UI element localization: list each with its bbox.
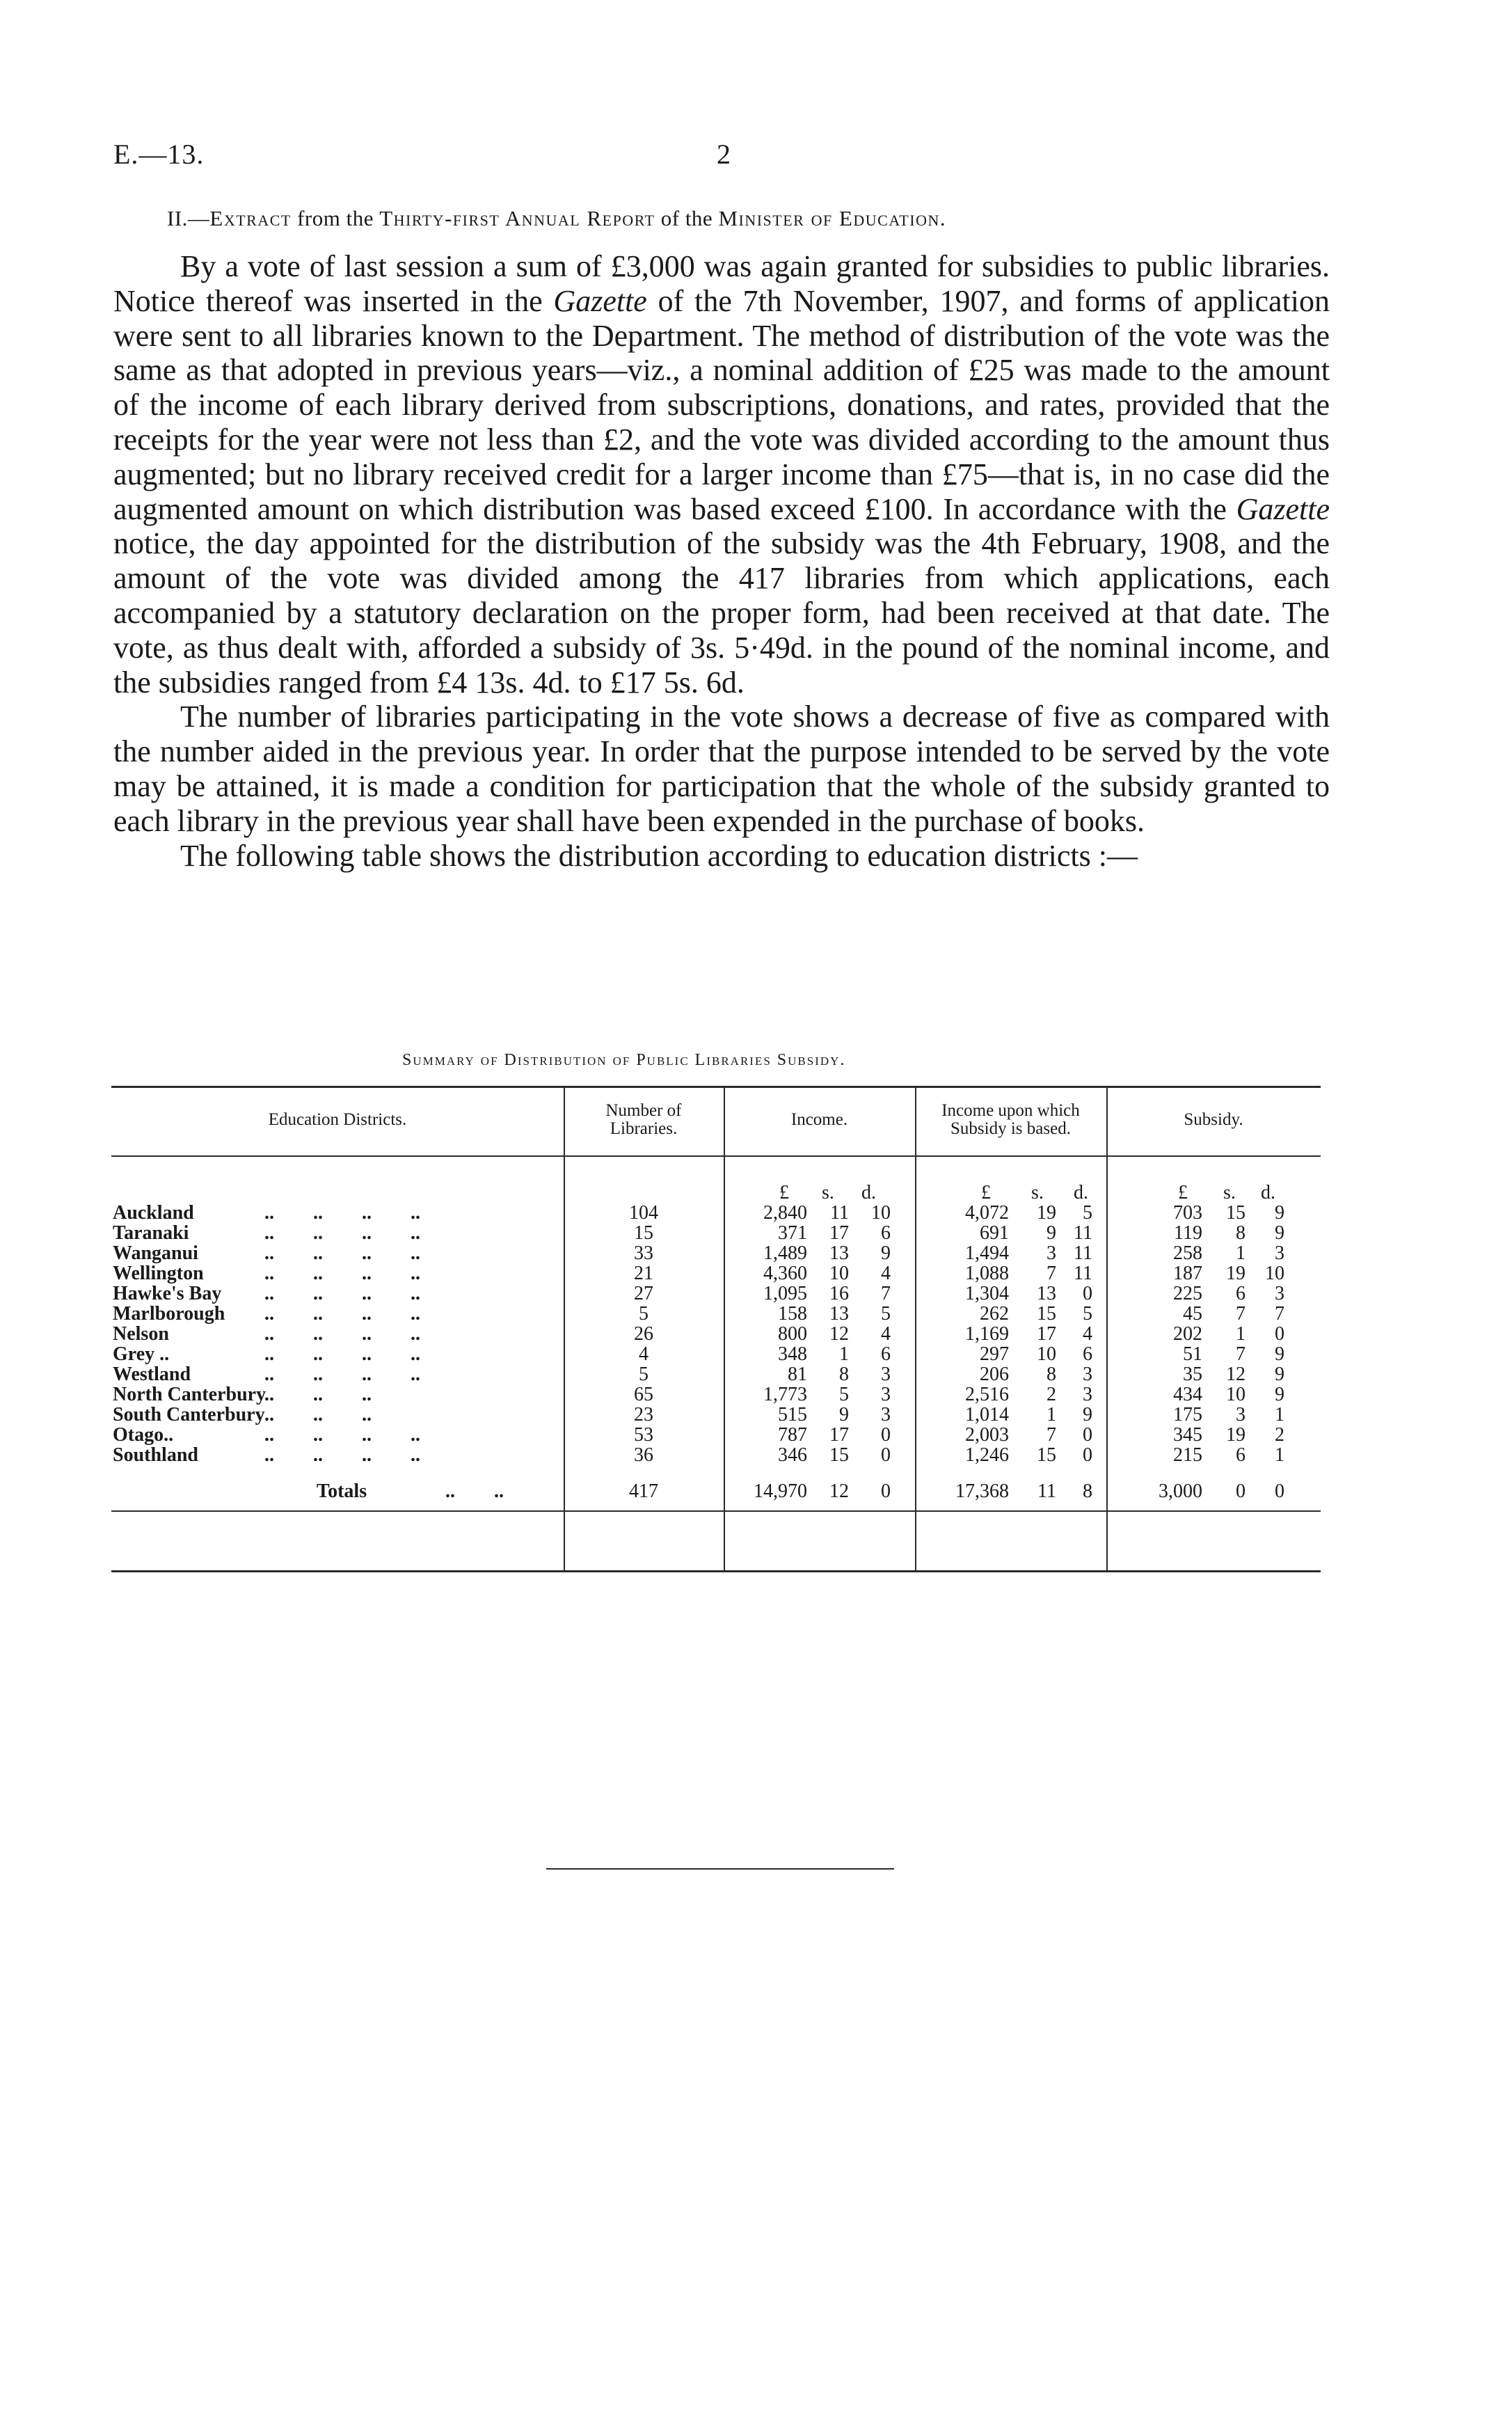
pence: 4 [881, 1263, 891, 1284]
leader-dots: .. .. .. .. [264, 1323, 420, 1345]
pounds: 2,516 [965, 1384, 1009, 1405]
shillings: 16 [829, 1283, 849, 1304]
pounds: 691 [980, 1222, 1009, 1244]
shillings: 13 [829, 1242, 849, 1264]
shillings: 12 [1226, 1364, 1246, 1385]
pence: 11 [1074, 1242, 1092, 1264]
pence: 0 [1083, 1444, 1092, 1466]
money-cell [1106, 1384, 1321, 1405]
money-cell [724, 1384, 915, 1405]
pence: 9 [1275, 1222, 1284, 1244]
shillings: 1 [839, 1343, 849, 1365]
money-cell [724, 1283, 915, 1304]
money-cell [915, 1364, 1106, 1384]
pound-unit: £ [1178, 1182, 1188, 1203]
money-cell [724, 1263, 915, 1283]
shillings: 7 [1236, 1343, 1246, 1365]
paragraph-text: By a vote of last session a sum of £3,000 was again granted for subsidies to public libraries. Notice thereof was inserted in the [113, 249, 1330, 318]
shillings: 13 [829, 1303, 849, 1325]
money-cell [915, 1263, 1106, 1283]
money-cell [1106, 1344, 1321, 1364]
district-name: Otago.. [113, 1424, 174, 1446]
shillings: 15 [1037, 1303, 1056, 1325]
header-subsidy: Subsidy. [1184, 1110, 1243, 1129]
money-cell [1106, 1203, 1321, 1223]
money-cell [724, 1203, 915, 1223]
basis-units [915, 1183, 1106, 1203]
shillings: 19 [1226, 1263, 1246, 1284]
pound-unit: £ [981, 1182, 991, 1203]
leader-dots: .. .. .. .. [264, 1343, 420, 1365]
leader-dots: .. .. .. .. [264, 1444, 420, 1466]
leader-dots: .. .. .. .. [264, 1424, 420, 1446]
income-units [724, 1183, 915, 1203]
pounds: 1,088 [965, 1263, 1009, 1284]
pounds: 81 [788, 1364, 807, 1385]
pounds: 515 [778, 1404, 807, 1425]
pence: 3 [1275, 1283, 1284, 1304]
paragraph-2: The number of libraries participating in the vote shows a decrease of five as compared with the number aided in the previous year. In order that the purpose intended to be served by the vote may be attained, it is made a condition for participation that the whole of the subsidy granted to each library in the previous year shall have been expended in the purchase of books. [113, 700, 1330, 838]
pounds: 35 [1183, 1364, 1202, 1385]
district-cell [111, 1243, 564, 1263]
district-cell [111, 1344, 564, 1364]
pounds: 703 [1173, 1202, 1202, 1224]
header-line: Libraries. [610, 1119, 678, 1138]
header-income: Income. [790, 1110, 848, 1129]
money-cell [915, 1223, 1106, 1243]
spacer-row [111, 1465, 1321, 1472]
table-row [111, 1344, 1321, 1364]
heading-word: Thirty-first Annual Report [379, 206, 655, 230]
money-cell [1106, 1364, 1321, 1384]
library-count: 27 [634, 1283, 653, 1304]
pounds: 202 [1173, 1323, 1202, 1345]
table-row [111, 1445, 1321, 1465]
leader-dots: .. .. .. [264, 1384, 372, 1405]
pounds: 348 [778, 1343, 807, 1365]
library-count: 33 [634, 1242, 653, 1264]
pounds: 258 [1173, 1242, 1202, 1264]
pence: 6 [881, 1343, 891, 1365]
pence: 0 [1083, 1424, 1092, 1446]
money-cell [915, 1472, 1106, 1511]
district-cell [111, 1384, 564, 1405]
shillings: 13 [1037, 1283, 1056, 1304]
library-count: 26 [634, 1323, 653, 1345]
pounds: 3,000 [1159, 1480, 1202, 1502]
totals-cell [111, 1472, 564, 1511]
pounds: 17,368 [955, 1480, 1009, 1502]
pounds: 1,773 [763, 1384, 807, 1405]
pence: 2 [1275, 1424, 1284, 1446]
pence: 0 [1275, 1323, 1284, 1345]
pounds: 434 [1173, 1384, 1202, 1405]
pounds: 1,169 [965, 1323, 1009, 1345]
shillings: 9 [839, 1404, 849, 1425]
shillings: 5 [839, 1384, 849, 1405]
district-name: Wellington [113, 1263, 204, 1284]
district-cell [111, 1405, 564, 1425]
table-row [111, 1364, 1321, 1384]
pence: 9 [881, 1242, 891, 1264]
totals-label: Totals [317, 1480, 367, 1502]
leader-dots: .. .. .. .. [264, 1263, 420, 1284]
pounds: 371 [778, 1222, 807, 1244]
money-cell [724, 1324, 915, 1344]
district-name: North Canterbury [113, 1384, 266, 1405]
pence: 3 [1083, 1364, 1092, 1385]
pence: 3 [881, 1384, 891, 1405]
money-cell [1106, 1263, 1321, 1283]
shillings: 17 [1037, 1323, 1056, 1345]
units-blank [564, 1183, 724, 1203]
shillings: 15 [1037, 1444, 1056, 1466]
pounds: 45 [1183, 1303, 1202, 1325]
district-cell [111, 1223, 564, 1243]
pounds: 225 [1173, 1283, 1202, 1304]
district-name: Nelson [113, 1323, 169, 1345]
district-name: Grey .. [113, 1343, 170, 1365]
library-count: 15 [634, 1222, 653, 1244]
library-count: 65 [634, 1384, 653, 1405]
library-count: 23 [634, 1404, 653, 1425]
pounds: 1,014 [965, 1404, 1009, 1425]
library-count: 4 [639, 1343, 648, 1365]
leader-dots: .. .. .. .. [264, 1364, 420, 1385]
shillings: 6 [1236, 1283, 1246, 1304]
library-count: 36 [634, 1444, 653, 1466]
pence: 7 [1275, 1303, 1284, 1325]
pounds: 187 [1173, 1263, 1202, 1284]
pounds: 119 [1174, 1222, 1202, 1244]
money-cell [915, 1384, 1106, 1405]
paragraph-3: The following table shows the distribution according to education districts :— [180, 838, 1138, 873]
pounds: 787 [778, 1424, 807, 1446]
shillings: 11 [830, 1202, 849, 1224]
body-text [113, 249, 1330, 873]
money-cell [1106, 1405, 1321, 1425]
pounds: 4,360 [763, 1263, 807, 1284]
money-cell [1106, 1425, 1321, 1445]
heading-word: Extract [209, 206, 292, 230]
library-count: 21 [634, 1263, 653, 1284]
pence: 4 [881, 1323, 891, 1345]
pounds: 800 [778, 1323, 807, 1345]
subsidy-table [111, 1183, 1321, 1511]
table-row [111, 1324, 1321, 1344]
money-cell [915, 1344, 1106, 1364]
money-cell [724, 1304, 915, 1324]
pence-unit: d. [1074, 1182, 1088, 1203]
money-cell [915, 1203, 1106, 1223]
pence: 9 [1275, 1364, 1284, 1385]
money-cell [1106, 1445, 1321, 1465]
table-top-rule [111, 1086, 1321, 1088]
money-cell [724, 1425, 915, 1445]
leader-dots: .. .. .. .. [264, 1303, 420, 1325]
pence: 6 [1083, 1343, 1092, 1365]
money-cell [915, 1405, 1106, 1425]
shillings: 8 [1047, 1364, 1056, 1385]
table-row [111, 1243, 1321, 1263]
shillings: 10 [829, 1263, 849, 1284]
shillings: 1 [1047, 1404, 1056, 1425]
shillings: 15 [1226, 1202, 1246, 1224]
units-blank [111, 1183, 564, 1203]
leader-dots: .. .. .. .. [264, 1242, 420, 1264]
money-cell [724, 1243, 915, 1263]
pence: 0 [881, 1444, 891, 1466]
paragraph-text: of the 7th November, 1907, and forms of application were sent to all libraries known to the Department. The method of distribution of the vote was the same as that adopted in previous years—viz., a nominal addition of £25 was made to the amount of the income of each library derived from subscriptions, donations, and rates, provided that the receipts for the year were not less than £2, and the vote was divided according to the amount thus augmented; but no library received credit for a larger income than £75—that is, in no case did the augmented amount on which distribution was based exceed £100. In accordance with the [113, 283, 1330, 526]
money-cell [1106, 1223, 1321, 1243]
shillings: 12 [829, 1480, 849, 1502]
table-row [111, 1405, 1321, 1425]
gazette-italic: Gazette [553, 283, 647, 318]
money-cell [915, 1243, 1106, 1263]
district-cell [111, 1425, 564, 1445]
shillings: 2 [1047, 1384, 1056, 1405]
pence: 10 [1265, 1263, 1284, 1284]
total-libraries: 417 [629, 1480, 658, 1502]
table-row [111, 1304, 1321, 1324]
pence: 5 [1083, 1303, 1092, 1325]
money-cell [915, 1304, 1106, 1324]
shillings: 3 [1047, 1242, 1056, 1264]
district-cell [111, 1263, 564, 1283]
heading-word: from the [291, 206, 380, 230]
paragraph-text: notice, the day appointed for the distribution of the subsidy was the 4th February, 1908, and the amount of the vote was divided among the 417 libraries from which applications, each accompanied by a statutory declaration on the proper form, had been received at that date. The vote, as thus dealt with, afforded a subsidy of 3s. 5·49d. in the pound of the nominal income, and the subsidies ranged from £4 13s. 4d. to £17 5s. 6d. [113, 526, 1330, 700]
shillings: 10 [1226, 1384, 1246, 1405]
shillings: 8 [839, 1364, 849, 1385]
pounds: 1,494 [965, 1242, 1009, 1264]
pence-unit: d. [1261, 1182, 1275, 1203]
pounds: 14,970 [754, 1480, 807, 1502]
shillings: 12 [829, 1323, 849, 1345]
pounds: 4,072 [965, 1202, 1009, 1224]
heading-prefix: II.— [167, 206, 210, 230]
shillings: 17 [829, 1424, 849, 1446]
shilling-unit: s. [1223, 1182, 1236, 1203]
library-count: 53 [634, 1424, 653, 1446]
table-bottom-rule [111, 1570, 1321, 1572]
pence: 0 [881, 1424, 891, 1446]
leader-dots: .. .. [445, 1480, 504, 1502]
pence: 5 [881, 1303, 891, 1325]
pence: 10 [871, 1202, 891, 1224]
district-name: Auckland [113, 1202, 194, 1224]
pounds: 345 [1173, 1424, 1202, 1446]
table-header-rule [111, 1155, 1321, 1157]
shillings: 10 [1037, 1343, 1056, 1365]
library-count: 104 [629, 1202, 658, 1224]
money-cell [1106, 1324, 1321, 1344]
pounds: 206 [980, 1364, 1009, 1385]
bottom-rule [546, 1868, 894, 1870]
section-heading [167, 206, 1350, 231]
pence: 1 [1275, 1404, 1284, 1425]
shillings: 19 [1226, 1424, 1246, 1446]
leader-dots: .. .. .. .. [264, 1222, 420, 1244]
pence-unit: d. [861, 1182, 876, 1203]
shillings: 17 [829, 1222, 849, 1244]
pounds: 1,246 [965, 1444, 1009, 1466]
pounds: 175 [1173, 1404, 1202, 1425]
shillings: 3 [1236, 1404, 1246, 1425]
money-cell [915, 1324, 1106, 1344]
pounds: 215 [1173, 1444, 1202, 1466]
header-district: Education Districts. [268, 1110, 407, 1129]
totals-row [111, 1472, 1321, 1511]
pounds: 262 [980, 1303, 1009, 1325]
district-name: Southland [113, 1444, 198, 1466]
pence: 3 [1275, 1242, 1284, 1264]
shillings: 15 [829, 1444, 849, 1466]
pence: 9 [1275, 1343, 1284, 1365]
pence: 4 [1083, 1323, 1092, 1345]
pence: 6 [881, 1222, 891, 1244]
table-row [111, 1223, 1321, 1243]
header-number [564, 1102, 724, 1138]
money-cell [724, 1364, 915, 1384]
leader-dots: .. .. .. .. [264, 1283, 420, 1304]
district-cell [111, 1304, 564, 1324]
pence: 3 [1083, 1384, 1092, 1405]
pence: 0 [881, 1480, 891, 1502]
spacer-cell [111, 1465, 564, 1472]
subsidy-units [1106, 1183, 1321, 1203]
district-cell [111, 1203, 564, 1223]
pounds: 346 [778, 1444, 807, 1466]
page-number: 2 [717, 139, 731, 170]
district-cell [111, 1364, 564, 1384]
header-line: Number of [605, 1101, 682, 1120]
page-reference: E.—13. [113, 139, 205, 170]
money-cell [724, 1445, 915, 1465]
pounds: 158 [778, 1303, 807, 1325]
table-row [111, 1425, 1321, 1445]
pence: 3 [881, 1364, 891, 1385]
district-cell [111, 1445, 564, 1465]
library-count: 5 [639, 1364, 648, 1385]
gazette-italic: Gazette [1236, 491, 1330, 526]
money-cell [1106, 1243, 1321, 1263]
shillings: 9 [1047, 1222, 1056, 1244]
table-row [111, 1203, 1321, 1223]
money-cell [915, 1445, 1106, 1465]
money-cell [1106, 1472, 1321, 1511]
pence: 11 [1074, 1222, 1092, 1244]
shillings: 11 [1037, 1480, 1056, 1502]
money-cell [915, 1425, 1106, 1445]
pence: 7 [881, 1283, 891, 1304]
heading-word: Minister of Education [718, 206, 940, 230]
money-cell [724, 1344, 915, 1364]
money-cell [1106, 1304, 1321, 1324]
shillings: 7 [1047, 1263, 1056, 1284]
table-row [111, 1283, 1321, 1304]
pence: 9 [1275, 1384, 1284, 1405]
pence: 0 [1275, 1480, 1284, 1502]
district-name: Hawke's Bay [113, 1283, 222, 1304]
pounds: 1,304 [965, 1283, 1009, 1304]
pound-unit: £ [779, 1182, 789, 1203]
shillings: 6 [1236, 1444, 1246, 1466]
district-cell [111, 1283, 564, 1304]
shillings: 19 [1037, 1202, 1056, 1224]
shillings: 1 [1236, 1242, 1246, 1264]
shilling-unit: s. [822, 1182, 834, 1203]
pence: 9 [1275, 1202, 1284, 1224]
pounds: 51 [1183, 1343, 1202, 1365]
pence: 3 [881, 1404, 891, 1425]
pence: 1 [1275, 1444, 1284, 1466]
district-name: South Canterbury [113, 1404, 265, 1425]
district-name: Wanganui [113, 1242, 198, 1264]
money-cell [915, 1283, 1106, 1304]
district-name: Taranaki [113, 1222, 189, 1244]
money-cell [724, 1223, 915, 1243]
header-line: Income upon which [941, 1101, 1080, 1120]
header-basis [915, 1102, 1106, 1138]
pence: 5 [1083, 1202, 1092, 1224]
heading-word: . [939, 206, 946, 230]
table-title: Summary of Distribution of Public Libraries Subsidy. [402, 1051, 846, 1069]
money-cell [724, 1472, 915, 1511]
money-cell [724, 1405, 915, 1425]
shillings: 0 [1236, 1480, 1246, 1502]
table-row [111, 1263, 1321, 1283]
shillings: 7 [1047, 1424, 1056, 1446]
shillings: 8 [1236, 1222, 1246, 1244]
shillings: 1 [1236, 1323, 1246, 1345]
leader-dots: .. .. .. [264, 1404, 372, 1425]
shilling-unit: s. [1031, 1182, 1044, 1203]
pounds: 1,095 [763, 1283, 807, 1304]
table-row [111, 1384, 1321, 1405]
district-name: Marlborough [113, 1303, 225, 1325]
pence: 8 [1083, 1480, 1092, 1502]
pounds: 2,003 [965, 1424, 1009, 1446]
units-row [111, 1183, 1321, 1203]
paragraph-1 [113, 249, 1330, 700]
pence: 11 [1074, 1263, 1092, 1284]
shillings: 7 [1236, 1303, 1246, 1325]
pounds: 297 [980, 1343, 1009, 1365]
library-count: 5 [639, 1303, 648, 1325]
pounds: 1,489 [763, 1242, 807, 1264]
pence: 0 [1083, 1283, 1092, 1304]
heading-word: of the [655, 206, 719, 230]
leader-dots: .. .. .. .. [264, 1202, 420, 1224]
pounds: 2,840 [763, 1202, 807, 1224]
pence: 9 [1083, 1404, 1092, 1425]
money-cell [1106, 1283, 1321, 1304]
district-name: Westland [113, 1364, 191, 1385]
district-cell [111, 1324, 564, 1344]
header-line: Subsidy is based. [950, 1119, 1071, 1138]
